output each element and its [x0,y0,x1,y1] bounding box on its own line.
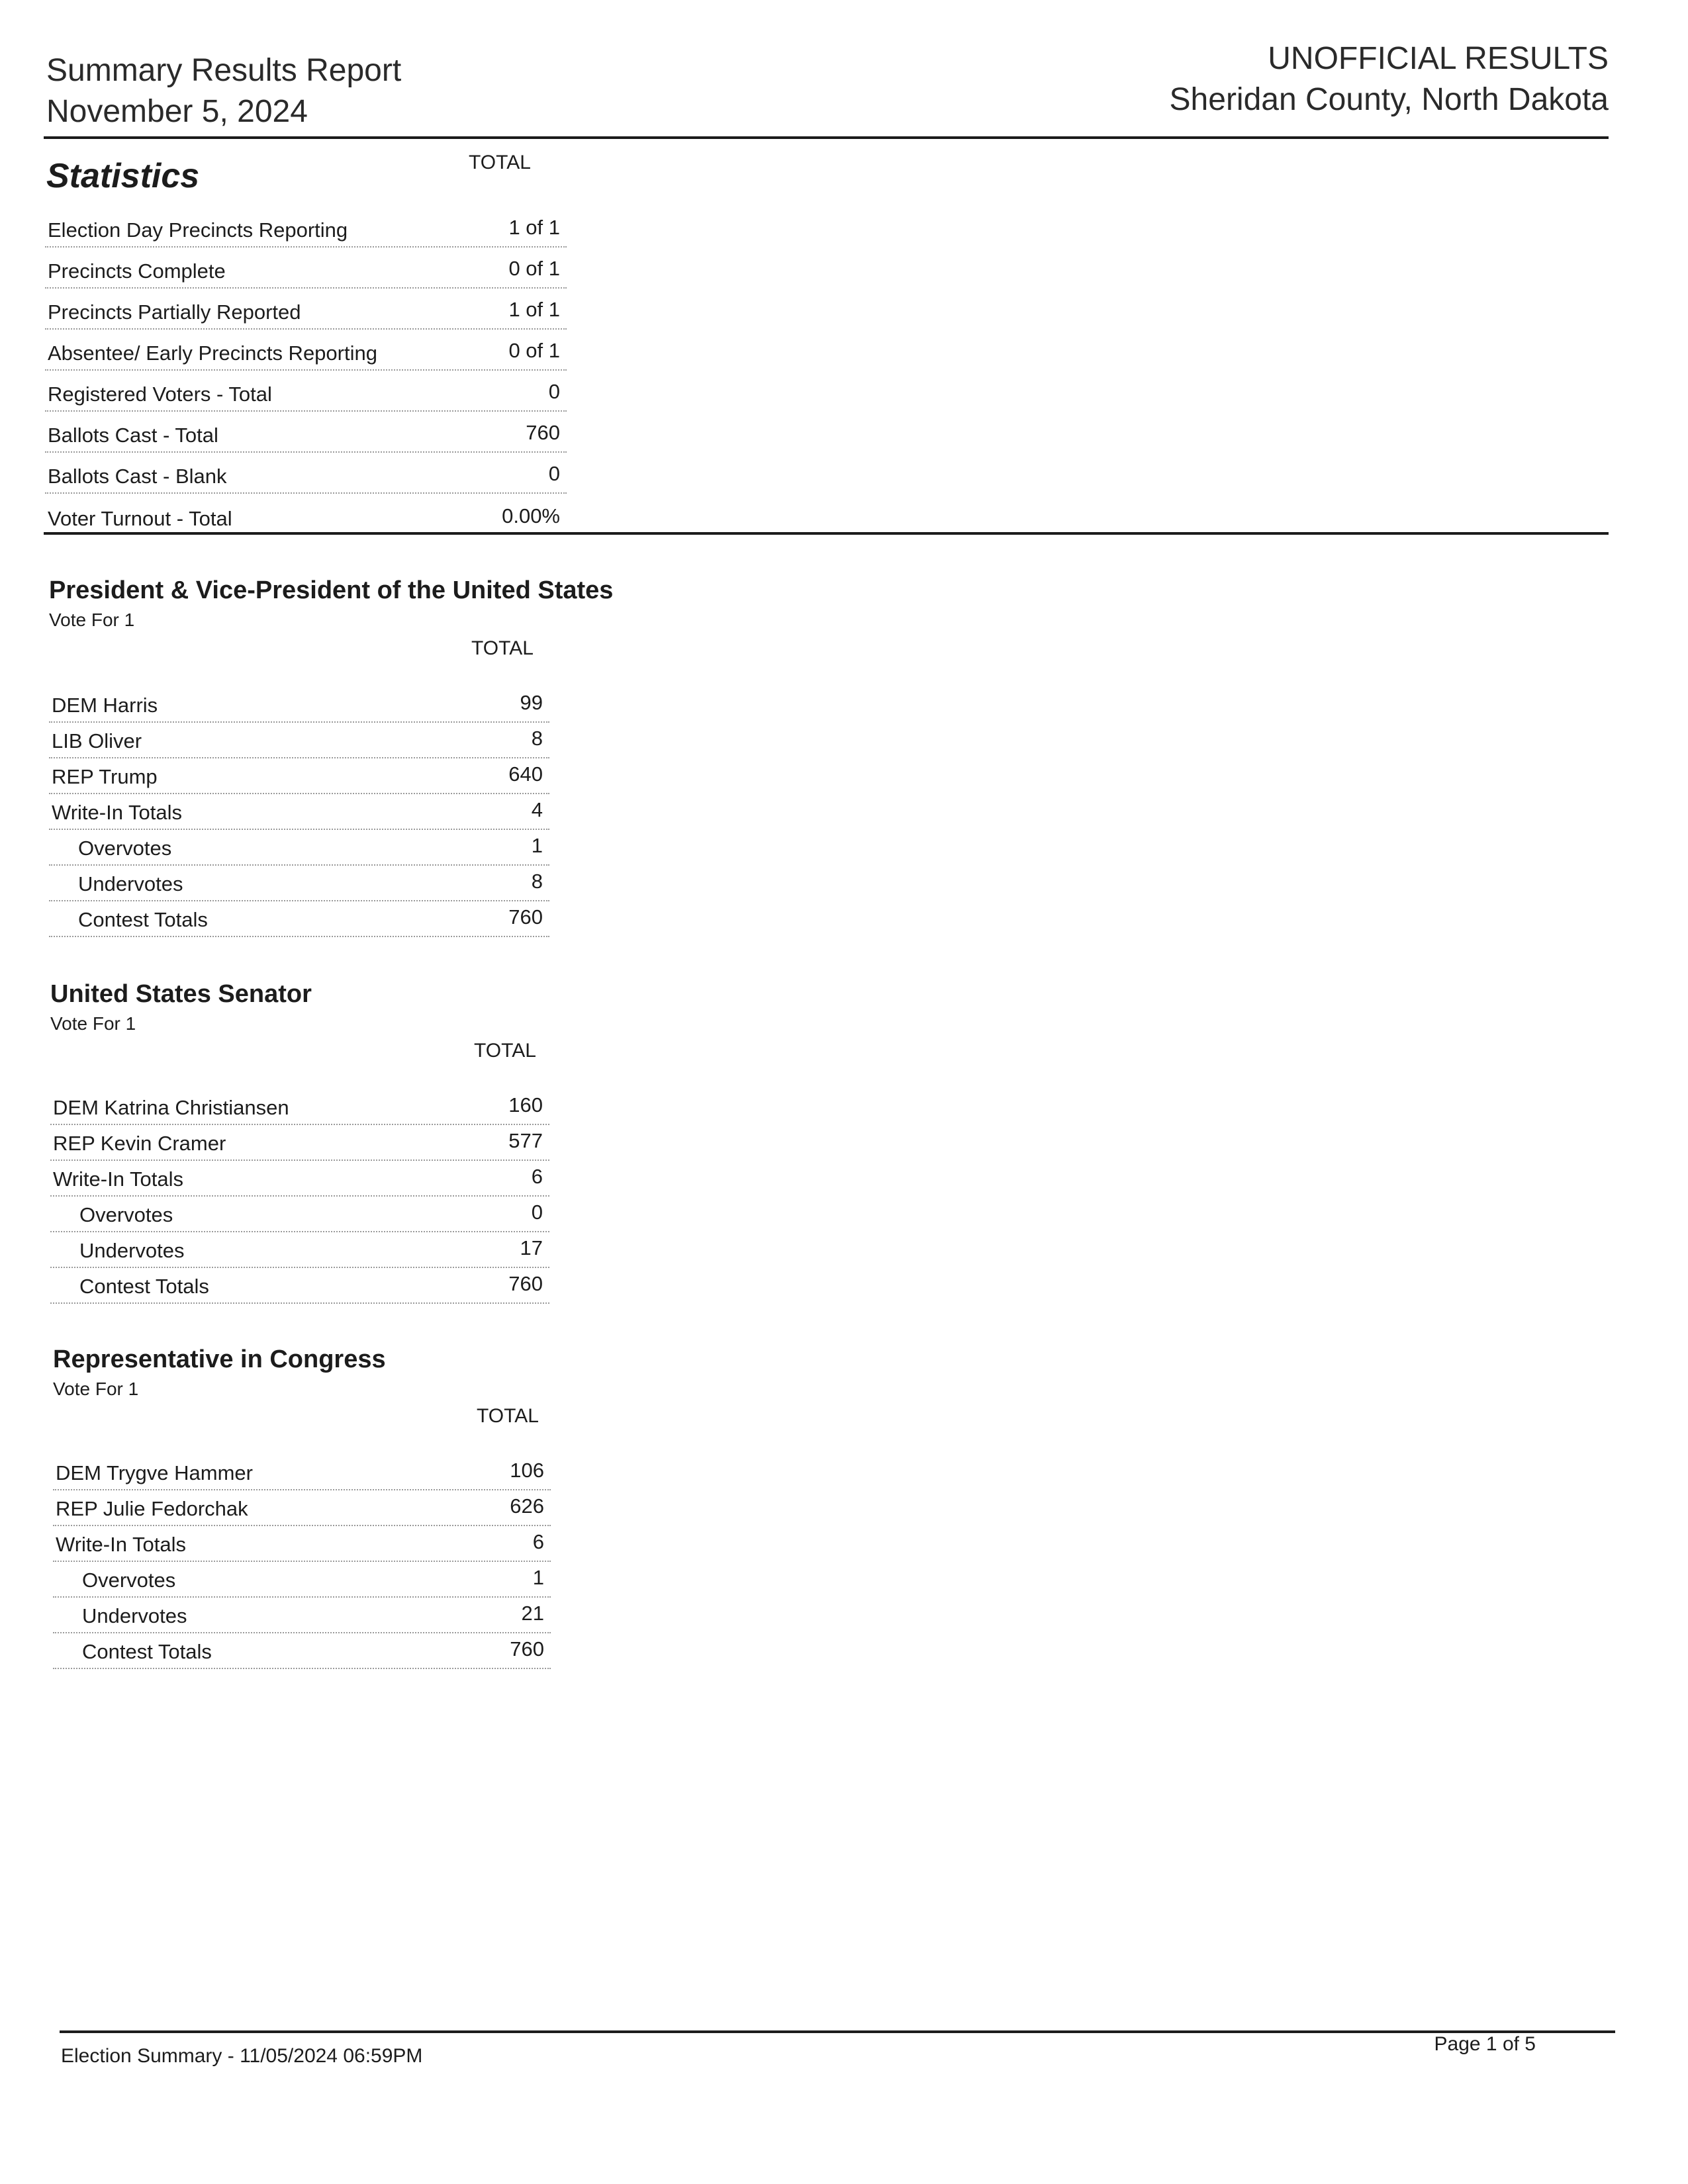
contest-table [49,687,549,937]
contest-table [53,1455,551,1669]
stat-value: 1 of 1 [508,298,560,321]
contest-president [49,574,613,631]
contest-senator [50,978,312,1035]
vote-total: 6 [532,1530,544,1553]
contest-totals-row [50,1268,549,1304]
report-header-right [1170,38,1609,120]
stat-row [45,453,567,494]
stat-value: 0 [548,380,560,403]
statistics-section [46,156,199,196]
stat-row [45,248,567,289]
undervotes-row [50,1232,549,1268]
vote-total: 21 [521,1602,544,1625]
candidate-label: REP Kevin Cramer [53,1132,226,1155]
vote-for-label: Vote For 1 [50,1013,136,1034]
stat-row [45,330,567,371]
candidate-label: Undervotes [79,1239,185,1262]
candidate-row [49,758,549,794]
undervotes-row [53,1598,551,1633]
overvotes-row [53,1562,551,1598]
vote-total: 0 [531,1201,543,1224]
candidate-label: Overvotes [78,837,172,860]
stat-label: Registered Voters - Total [48,383,272,406]
candidate-label: Write-In Totals [56,1533,186,1556]
vote-for-label: Vote For 1 [49,610,135,630]
contest-totals-row [53,1633,551,1669]
stat-label: Election Day Precincts Reporting [48,218,348,242]
overvotes-row [50,1197,549,1232]
candidate-label: DEM Harris [52,694,158,717]
stat-label: Absentee/ Early Precincts Reporting [48,341,377,365]
stat-label: Voter Turnout - Total [48,507,232,530]
vote-total: 760 [510,1637,544,1661]
contest-representative [53,1343,386,1400]
vote-total: 1 [531,834,543,857]
candidate-row [49,723,549,758]
contest-column-header: TOTAL [471,637,534,659]
candidate-label: DEM Trygve Hammer [56,1461,253,1484]
candidate-label: Undervotes [78,872,183,895]
stat-value: 1 of 1 [508,216,560,239]
candidate-label: DEM Katrina Christiansen [53,1096,289,1119]
contest-title: United States Senator [50,980,312,1008]
jurisdiction: Sheridan County, North Dakota [1169,82,1609,117]
overvotes-row [49,830,549,866]
candidate-row [50,1125,549,1161]
candidate-label: Write-In Totals [53,1167,183,1191]
contest-column-header: TOTAL [477,1405,539,1427]
vote-total: 17 [520,1236,543,1259]
contest-table [50,1089,549,1304]
vote-total: 626 [510,1494,544,1518]
stat-row [45,494,567,535]
candidate-label: Contest Totals [78,908,208,931]
report-header-left [46,50,401,132]
statistics-table [45,206,567,535]
stat-value: 0 of 1 [508,339,560,362]
vote-total: 760 [508,905,543,929]
candidate-label: Overvotes [79,1203,173,1226]
stat-label: Ballots Cast - Blank [48,465,227,488]
statistics-title: Statistics [46,157,200,195]
vote-for-label: Vote For 1 [53,1379,139,1399]
undervotes-row [49,866,549,901]
candidate-label: Overvotes [82,1569,176,1592]
statistics-divider [44,532,1609,535]
stat-label: Ballots Cast - Total [48,424,218,447]
candidate-row [50,1089,549,1125]
contest-title: President & Vice-President of the United States [49,576,614,604]
vote-total: 577 [508,1129,543,1152]
write-in-row [49,794,549,830]
vote-total: 640 [508,762,543,786]
header-divider [44,136,1609,139]
candidate-row [53,1455,551,1490]
vote-total: 8 [531,870,543,893]
vote-total: 160 [508,1093,543,1116]
candidate-label: Write-In Totals [52,801,182,824]
footer-summary: Election Summary - 11/05/2024 06:59PM [61,2045,423,2067]
stat-value: 0.00% [502,504,560,527]
stat-row [45,371,567,412]
stat-value: 760 [526,421,560,444]
vote-total: 760 [508,1272,543,1295]
vote-total: 99 [520,691,543,714]
write-in-row [53,1526,551,1562]
page-number: Page 1 of 5 [1434,2033,1536,2055]
stat-row [45,412,567,453]
candidate-label: REP Trump [52,765,158,788]
statistics-column-header: TOTAL [469,152,531,173]
vote-total: 106 [510,1459,544,1482]
vote-total: 4 [531,798,543,821]
vote-total: 1 [532,1566,544,1589]
contest-title: Representative in Congress [53,1345,386,1373]
candidate-label: LIB Oliver [52,729,142,752]
candidate-row [53,1490,551,1526]
vote-total: 8 [531,727,543,750]
stat-label: Precincts Complete [48,259,226,283]
write-in-row [50,1161,549,1197]
footer-divider [60,2030,1615,2033]
candidate-row [49,687,549,723]
stat-label: Precincts Partially Reported [48,300,301,324]
stat-value: 0 [548,462,560,485]
stat-row [45,289,567,330]
candidate-label: Undervotes [82,1604,187,1627]
candidate-label: Contest Totals [79,1275,209,1298]
results-status: UNOFFICIAL RESULTS [1268,41,1609,76]
report-date: November 5, 2024 [46,94,308,129]
candidate-label: REP Julie Fedorchak [56,1497,248,1520]
contest-column-header: TOTAL [474,1040,536,1062]
stat-value: 0 of 1 [508,257,560,280]
stat-row [45,206,567,248]
vote-total: 6 [531,1165,543,1188]
report-title: Summary Results Report [46,53,402,88]
contest-totals-row [49,901,549,937]
candidate-label: Contest Totals [82,1640,212,1663]
